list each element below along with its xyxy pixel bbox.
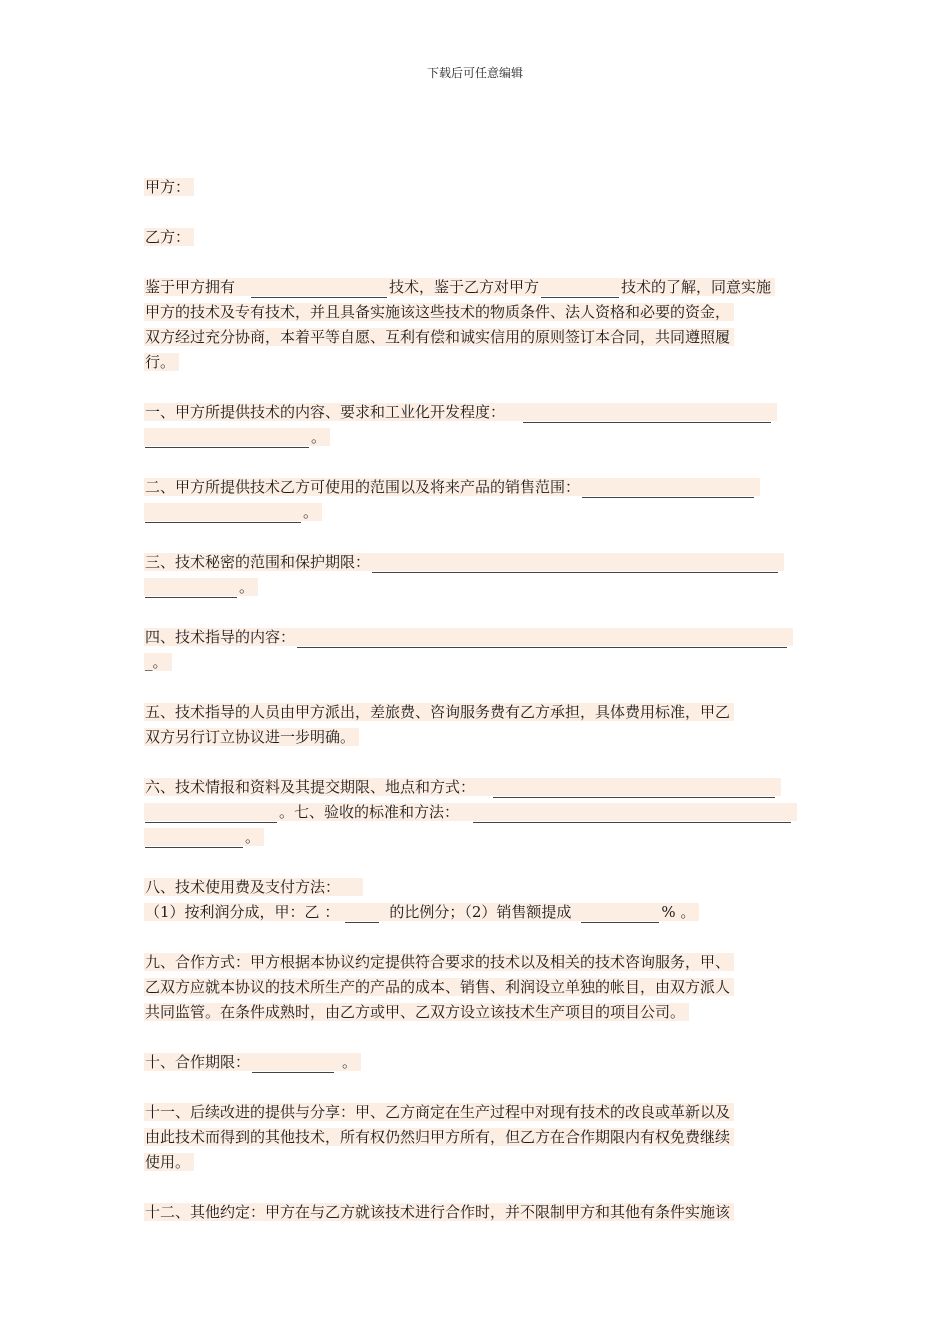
blank-clause-6b[interactable] [145, 807, 277, 823]
blank-clause-6a[interactable] [493, 782, 775, 798]
blank-clause-7b[interactable] [145, 832, 243, 848]
clause-2-end: 。 [303, 503, 319, 521]
blank-clause-1b[interactable] [145, 432, 309, 448]
clause-9-text-1: 九、合作方式：甲方根据本协议约定提供符合要求的技术以及相关的技术咨询服务，甲、 [144, 953, 734, 971]
clause-2-line-1 [144, 477, 760, 498]
clause-5-text-1: 五、技术指导的人员由甲方派出，差旅费、咨询服务费有乙方承担，具体费用标准，甲乙 [144, 703, 734, 721]
clause-2-text: 二、甲方所提供技术乙方可使用的范围以及将来产品的销售范围： [145, 478, 581, 496]
clause-12-text-1: 十二、其他约定：甲方在与乙方就该技术进行合作时，并不限制甲方和其他有条件实施该 [144, 1203, 734, 1221]
clause-6-line-2 [144, 802, 797, 823]
clause-1-text: 一、甲方所提供技术的内容、要求和工业化开发程度： [145, 403, 506, 421]
blank-clause-2b[interactable] [145, 507, 301, 523]
clause-3-text: 三、技术秘密的范围和保护期限： [145, 553, 371, 571]
preamble-text-1: 鉴于甲方拥有 [145, 278, 236, 296]
clause-11-text-1: 十一、后续改进的提供与分享：甲、乙方商定在生产过程中对现有技术的改良或革新以及 [144, 1103, 734, 1121]
clause-11-line-3 [144, 1152, 194, 1173]
clause-1-line-1 [144, 402, 777, 423]
blank-profit-ratio[interactable] [345, 907, 379, 923]
preamble-text-3: 技术的了解，同意实施 [621, 278, 772, 296]
clause-9-line-3 [144, 1002, 689, 1023]
preamble-text-6: 行。 [144, 353, 179, 371]
blank-technology-a[interactable] [251, 282, 387, 298]
clause-7-text: 。七、验收的标准和方法： [279, 803, 460, 821]
clause-1-end: 。 [311, 428, 327, 446]
party-a-label: 甲方： [144, 178, 194, 196]
clause-9-text-3: 共同监管。在条件成熟时，由乙方或甲、乙双方设立该技术生产项目的项目公司。 [144, 1003, 689, 1021]
preamble-line-3 [144, 327, 734, 348]
blank-clause-3a[interactable] [372, 557, 778, 573]
blank-cooperation-term[interactable] [252, 1057, 334, 1073]
party-b-line [144, 227, 194, 248]
clause-8-line-1 [144, 877, 363, 898]
clause-10-end: 。 [342, 1053, 358, 1071]
blank-sales-percent[interactable] [581, 907, 659, 923]
clause-5-line-2 [144, 727, 359, 748]
clause-3-line-2 [144, 577, 258, 598]
clause-7-line-2 [144, 827, 264, 848]
clause-5-text-2: 双方另行订立协议进一步明确。 [144, 728, 359, 746]
clause-8-option-1: （1）按利润分成，甲：乙 ： [145, 903, 340, 921]
clause-11-line-2 [144, 1127, 734, 1148]
clause-9-line-1 [144, 952, 734, 973]
clause-11-text-3: 使用。 [144, 1153, 194, 1171]
party-a-line [144, 177, 194, 198]
clause-4-text: 四、技术指导的内容： [145, 628, 296, 646]
blank-clause-4a[interactable] [297, 632, 787, 648]
blank-clause-3b[interactable] [145, 582, 237, 598]
blank-clause-2a[interactable] [582, 482, 754, 498]
clause-12-line-1 [144, 1202, 734, 1223]
clause-8-option-2: 的比例分；（2）销售额提成 [389, 903, 572, 921]
clause-9-text-2: 乙双方应就本协议的技术所生产的产品的成本、销售、利润设立单独的帐目，由双方派人 [144, 978, 734, 996]
clause-8-percent: % 。 [661, 903, 696, 921]
preamble-text-2: 技术，鉴于乙方对甲方 [389, 278, 540, 296]
preamble-line-1 [144, 277, 775, 298]
clause-3-line-1 [144, 552, 784, 573]
blank-technology-b[interactable] [541, 282, 619, 298]
clause-2-line-2 [144, 502, 322, 523]
clause-4-end: _。 [144, 653, 172, 671]
clause-4-line-2 [144, 652, 172, 673]
page-header: 下载后可任意编辑 [426, 66, 523, 80]
blank-clause-1a[interactable] [523, 407, 771, 423]
clause-1-line-2 [144, 427, 330, 448]
clause-10-text: 十、合作期限： [145, 1053, 251, 1071]
party-b-label: 乙方： [144, 228, 194, 246]
preamble-line-4 [144, 352, 179, 373]
clause-7-end: 。 [245, 828, 261, 846]
clause-11-line-1 [144, 1102, 734, 1123]
preamble-text-4: 甲方的技术及专有技术，并且具备实施该这些技术的物质条件、法人资格和必要的资金， [144, 303, 734, 321]
clause-11-text-2: 由此技术而得到的其他技术，所有权仍然归甲方所有，但乙方在合作期限内有权免费继续 [144, 1128, 734, 1146]
preamble-text-5: 双方经过充分协商，本着平等自愿、互利有偿和诚实信用的原则签订本合同，共同遵照履 [144, 328, 734, 346]
clause-8-line-2 [144, 902, 699, 923]
clause-3-end: 。 [239, 578, 255, 596]
clause-6-text: 六、技术情报和资料及其提交期限、地点和方式： [145, 778, 476, 796]
preamble-line-2 [144, 302, 734, 323]
clause-8-text: 八、技术使用费及支付方法： [145, 878, 341, 896]
clause-6-line-1 [144, 777, 781, 798]
clause-9-line-2 [144, 977, 734, 998]
clause-4-line-1 [144, 627, 793, 648]
clause-5-line-1 [144, 702, 734, 723]
blank-clause-7a[interactable] [473, 807, 791, 823]
clause-10-line [144, 1052, 361, 1073]
